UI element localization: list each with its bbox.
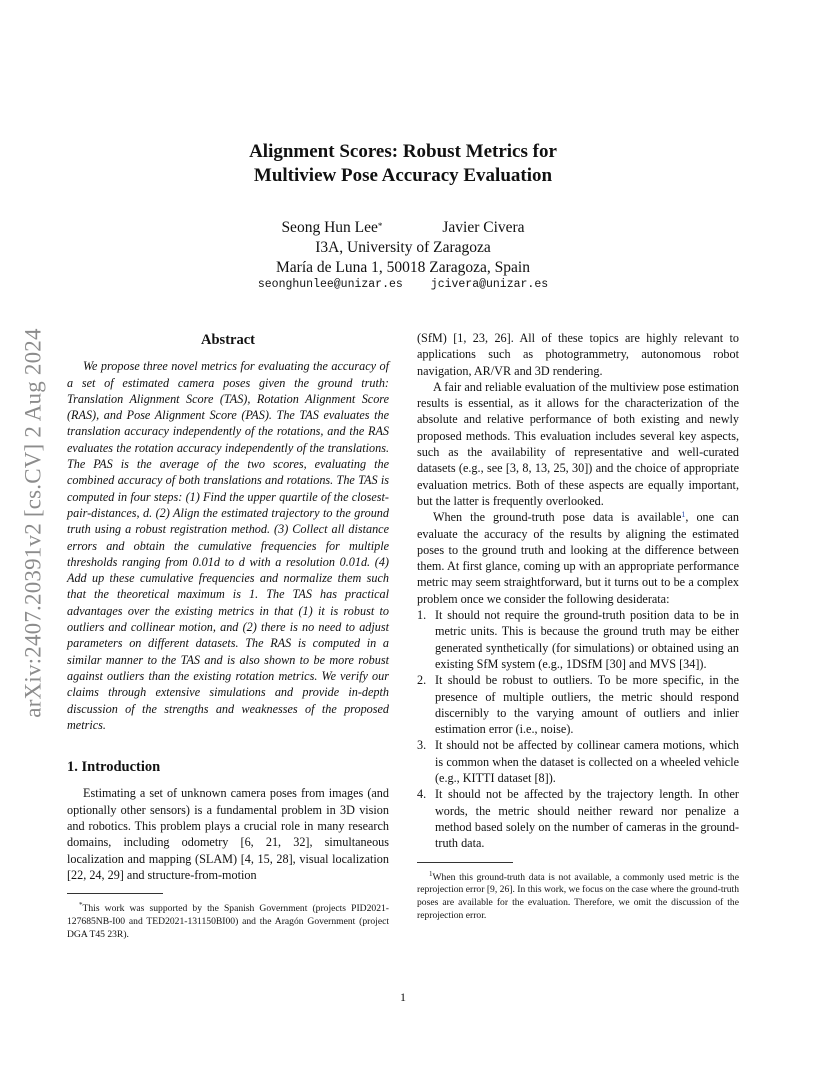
footnote-1-text: When this ground-truth data is not available, a commonly used metric is the reprojection error [9, 26]. In this work, we focus on the case where the ground-truth poses are available for the evaluation. Therefore, we omit the discussion of the reprojection error. bbox=[417, 871, 739, 922]
desiderata-number: 4. bbox=[417, 787, 427, 802]
footnote-divider bbox=[67, 893, 163, 894]
arxiv-identifier-stamp bbox=[14, 288, 54, 758]
desiderata-item-1 bbox=[417, 607, 739, 672]
author-1 bbox=[281, 218, 382, 238]
desiderata-item-3 bbox=[417, 737, 739, 786]
desiderata-text: It should not be affected by collinear camera motions, which is common when the dataset is collected on a wheeled vehicle (e.g., KITTI dataset [8]). bbox=[435, 738, 739, 786]
author-emails bbox=[0, 278, 806, 291]
footnote-divider bbox=[417, 862, 513, 863]
intro-paragraph-1: Estimating a set of unknown camera poses from images (and optionally other sensors) is a fundamental problem in 3D vision and robotics. This problem plays a crucial role in many research domains, including odometry [6, 21, 32], simultaneous localization and mapping (SLAM) [4, 15, 28], visual localization [22, 24, 29] and structure-from-motion bbox=[67, 786, 389, 882]
address: María de Luna 1, 50018 Zaragoza, Spain bbox=[276, 259, 530, 276]
title-line-2: Multiview Pose Accuracy Evaluation bbox=[253, 165, 553, 186]
right-column bbox=[417, 330, 739, 923]
arxiv-stamp-text: arXiv:2407.20391v2 [cs.CV] 2 Aug 2024 bbox=[21, 328, 46, 718]
author-1-footnote-mark: * bbox=[377, 221, 383, 231]
footnote-funding-mark: * bbox=[79, 901, 83, 910]
footnote-1-link[interactable]: 1 bbox=[681, 510, 686, 520]
desiderata-item-2 bbox=[417, 672, 739, 737]
section-heading-introduction: 1. Introduction bbox=[67, 759, 161, 776]
footnote-funding bbox=[67, 899, 389, 942]
abstract-heading: Abstract bbox=[201, 332, 255, 348]
desiderata-text: It should not be affected by the trajectory length. In other words, the metric should neither reward nor penalize a method based solely on the number of cameras in the ground-truth data. bbox=[435, 787, 739, 851]
desiderata-text: It should not require the ground-truth position data to be in metric units. This is because the ground truth may be either generated synthetically (for simulations) or obtained using an existing SfM system (e.g., 1DSfM [30] and MVS [34]). bbox=[435, 608, 739, 671]
intro-paragraph-3-end: , one can evaluate the accuracy of the results by aligning the estimated poses to the ground truth and looking at the difference between them. At first glance, coming up with an appropriate performance metric may seem straightforward, but it turns out to be a complex problem once we consider the following desiderata: bbox=[417, 510, 739, 606]
affiliation: I3A, University of Zaragoza bbox=[315, 239, 491, 256]
footnote-1-mark: 1 bbox=[429, 869, 433, 878]
intro-paragraph-3 bbox=[417, 509, 739, 607]
author-1-name: Seong Hun Lee bbox=[281, 219, 378, 236]
title-line-1: Alignment Scores: Robust Metrics for bbox=[249, 141, 557, 162]
desiderata-number: 1. bbox=[417, 608, 427, 623]
paper-title bbox=[0, 140, 806, 188]
desiderata-text: It should be robust to outliers. To be more specific, in the presence of multiple outliers, the metric should respond discernibly to the varying amount of outliers and inlier estimation error (i.e., noise). bbox=[435, 673, 739, 737]
intro-paragraph-1-continued: (SfM) [1, 23, 26]. All of these topics are highly relevant to applications such as photogrammetry, autonomous robot navigation, AR/VR and 3D rendering. bbox=[417, 331, 739, 378]
intro-paragraph-3-start: When the ground-truth pose data is available bbox=[433, 510, 682, 525]
footnote-funding-text: This work was supported by the Spanish Government (projects PID2021-127685NB-I00 and TED2021-131150BI00) and the Aragón Government (project DGA T45 23R). bbox=[67, 903, 389, 940]
email-2: jcivera@unizar.es bbox=[430, 278, 549, 291]
email-1: seonghunlee@unizar.es bbox=[257, 278, 403, 291]
abstract-text: We propose three novel metrics for evaluating the accuracy of a set of estimated camera poses given the ground truth: Translation Alignment Score (TAS), Rotation Alignment Score (RAS), and Pose Alignment Score (PAS). The TAS evaluates the translation accuracy independently of the rotations, and the RAS evaluates the rotation accuracy independently of the translations. The PAS is the average of the two scores, evaluating the combined accuracy of both translations and rotations. The TAS is computed in four steps: (1) Find the upper quartile of the closest-pair-distances, d. (2) Align the estimated trajectory to the ground truth using a robust registration method. (3) Collect all distance errors and obtain the cumulative frequencies for multiple thresholds ranging from 0.01d to d with a resolution 0.01d. (4) Add up these cumulative frequencies and normalize them such that the theoretical maximum is 1. The TAS has practical advantages over the existing metrics in that (1) it is robust to outliers and collinear motion, and (2) there is no need to adjust parameters on different datasets. The RAS is computed in a similar manner to the TAS and is also shown to be more robust against outliers than the existing rotation metrics. We verify our claims through extensive simulations and provide in-depth discussion of the strengths and weaknesses of the proposed metrics. bbox=[67, 359, 389, 732]
desiderata-number: 2. bbox=[417, 673, 427, 688]
left-column bbox=[67, 330, 389, 942]
author-names bbox=[0, 218, 806, 238]
page-number: 1 bbox=[400, 990, 406, 1004]
footnote-1 bbox=[417, 868, 739, 923]
author-2: Javier Civera bbox=[442, 219, 525, 236]
intro-paragraph-2: A fair and reliable evaluation of the multiview pose estimation results is essential, as it allows for the characterization of the absolute and relative performance of both existing and newly proposed methods. This evaluation includes several key aspects, such as the availability of representative and well-curated datasets (e.g., see [3, 8, 13, 25, 30]) and the choice of appropriate evaluation metrics. Both of these aspects are equally important, but the latter is frequently overlooked. bbox=[417, 379, 739, 508]
desiderata-item-4 bbox=[417, 786, 739, 851]
desiderata-number: 3. bbox=[417, 738, 427, 753]
desiderata-list bbox=[417, 607, 739, 851]
author-block bbox=[0, 218, 806, 278]
